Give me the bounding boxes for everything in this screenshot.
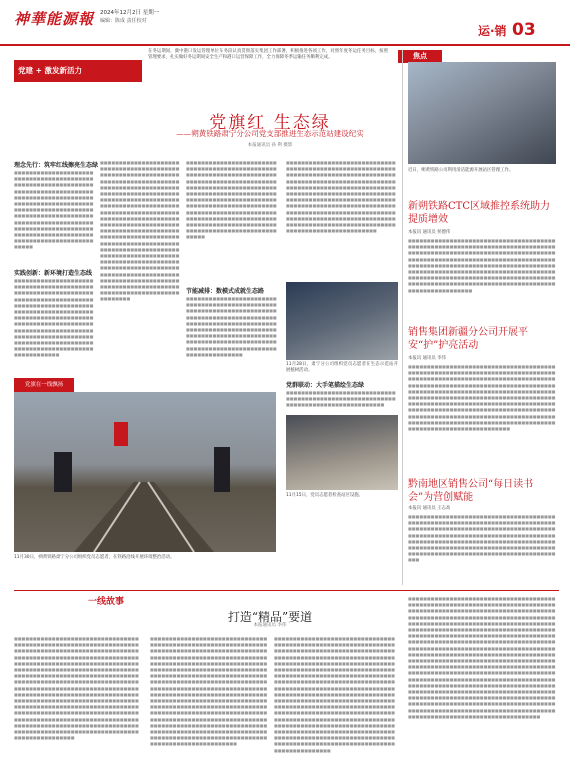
body-text: ■■■■■■■■■■■■■■■■■■■■■■■■■■■■■■■■■■■■■■■■■■■■■■■■■■■■■■■■■■■■■■■■■■■■■■■■■■■■■■■■■■■■■■■■■■■■■■■■■■■■■■■■■■■■■■■■■■■■■■■■■■■■■■■■■■■■■■■■■■■■■■■■■■■■■■■■■■■■■■■■■■■■■■■■■■■■■■■■■■■■■■■■■■■■■■■■■■■■■■■■■■■■■■■■■■■■■■■■■■■■■■■■■■■■■■■■■■■■■■■■■■■■■■■■■■■■■■■■■■■■■■■■■■■■■■■■■■■■■■■■■■■■■■■■■■■■■■■■■■■■■■■■■■■■■■■■■■■■■■■■■■■■■■■■■■■■■■■■■■■■■■■ <box>286 160 396 234</box>
body-text: ■■■■■■■■■■■■■■■■■■■■■■■■■■■■■■■■■■■■■■■■■■■■■■■■■■■■■■■■■■■■■■■■■■■■■■■■■■■■■■■■■■■■■■■■■■■■■■■■■■■■■■■■■■■■■■■■■■■■■■■■■■■■■■■■■■■■■■■■■■■■■■■■■■■■■■■■■■■■■■■■■■■■■■■■■■■■■■■■■■■■■■■■■■■■■■■■■■■■■■■■■■■■■■■■■■■■■■■■■■■■■■■■■■■■■■■■■■■■■■■■■■■■■■■■■■■■■■■■■■■■■■■■■■■■■■■■■■■■■■■■■■■■■■■■■■■■■■■■■■■■■■■■■■■■■■■■■■■■■■■■■■■■■■■■■■■■■■■■■■■■■■■■■■■■■■■■■■■■■■■■■■■■■■■■■■■■■■■■■■■■■■■■■■■■■■■■■■■■■■■■■■■■■■■■■■■■■■■■■■■■■■■■■■■■■■■■■■■■■■■■■■■■■■■■■■■■■■■■■■■■■■■■■■■■■■■■■■■■■■■■■■■■■■■■■■■■■■■■■■■■■■■■■■■■■■■■■■■■■■■■■■■■■■■■■■■■■■■■■■■■■■■■■■■■■■■■■■■■■■■■■■■■■■■■■■■■■■■■■■■■■■■■■■■■■■■■■■■■■■■■■■■■■■■■■■■■■■■■■■■■■■■■■■■■■■■■■■■■■■■■■■■■■■■■■■■■■■■■■■■■■■■■■■■■■■■■■■■■■■■■■■■■■■■■■■■■■■■■■■■■■■■■■■■■■■■■■■■■■■■■■■■■■■■■■■■■■■■■■■■■■■■■■■■■■■■■■■■■■■■■■■■■■■■■■■■■■■■■ <box>408 596 556 719</box>
article-byline: 本报讯 通讯员 王志高 <box>408 506 451 511</box>
photo-inspection <box>286 415 398 490</box>
main-byline: 本报通讯员 孙 利 摄影 <box>247 143 293 148</box>
header-rule <box>0 44 570 46</box>
main-subheadline: ——朔黄铁路肃宁分公司党支部推进生态示范站建设纪实 <box>176 129 364 138</box>
bottom-rule <box>14 590 559 591</box>
column-divider <box>402 50 403 585</box>
article-title: 销售集团新疆分公司开展平安“护”护亮活动 <box>408 327 528 351</box>
body-text: ■■■■■■■■■■■■■■■■■■■■■■■■■■■■■■■■■■■■■■■■■■■■■■■■■■■■■■■■■■■■■■■■■■■■■■■■■■■■■■■■■■■■■■■■■■■■■■■■■■■■■■■■■■■■■■■■■■■■■■■■■■■■■■■■■■■■■■■■■■■■■■■■■■■■■■■■■■■■■■■■■■■■■■■■■■■■■■■■■■■■■■■■■■■■■■■■■■■■■■■■■■■■■■■■■■■■■■■■■■■■■■■■■■■■■■■■■■■■■■■■■■■■■■■■■■■■■■■■■ <box>14 170 94 250</box>
focus-tag: 焦点 <box>398 50 442 63</box>
column-name: 运·销 <box>478 24 507 38</box>
bottom-byline: 本报通讯员 李伟 <box>253 623 287 628</box>
photo-caption: 近日，朔黄铁路公司利用清洁能源开展站区管理工作。 <box>408 168 514 173</box>
body-text: ■■■■■■■■■■■■■■■■■■■■■■■■■■■■■■■■■■■■■■■■■■■■■■■■■■■■■■■■■■■■■■■■■■■■■■■■■■■■■■■■■■■■■■■■■■■■■■■■■■■■■■■■■■■■■■■■■■■■■■■■■■■■■■■■■■■■■■■■■■■■■■■■■■■■■■■■■■■■■■■■■■■■■■■■■■■■■■■■■■■■■■■■■■■■■■■■■■■■■■■■■■■■■■■■■■■■■■■■■■■■■■■■■■■■■■■■■■■■■■■■■■■■■■■■■■■■■■■■■■■■■■■■■■■■■■■■■■■■■■■■■■■■■■■■■■■■■■■■■■■■■■■■■■■■■■■■■■■■■■■■■■■■■■■■■■■■■■■■■■■■■■■■■■■■■■■■■■■■■■■■■■■■■■■■■■■■■■■■■■■■■■■■■■■■■■■■■■■■■■■■■■■■■■■■■■■■■■■■■ <box>408 364 556 432</box>
body-text: ■■■■■■■■■■■■■■■■■■■■■■■■■■■■■■■■■■■■■■■■■■■■■■■■■■■■■■■■■■■■■■■■■■■■■■■■■■■■■■■■■■■■■■■■■■■■■■■■■■■■■■■■■■■■■■■■■■■■■■■■■■■■■■■■■■■■■■■■■■■■■■■■■■■■■■■■■■■■■■■■■■■■■■■■■■■■■■■■■■■■■■■■■■■■■■■■■■■■■■■■■■■■■■■■■■■■■■■■■■■■■■■■■■■■■■■■■■■■■■■■■■■■■■■■■■■■■■■■■■■■■■■■■■■■■■■■■■■■■■■■■■■■■■■■■■■■■■■■■■■■■■■■■■■■■■■■■■■■■■■■■■■■■■■■■■■■■■■■■■■■■■■■■■■■■■■■■■■■■■■■■■■■■■■■■■■■■■■■■■■■■■■■■■■■■■■■■■■■■■■■■■■■■■■■■■■■■■■■■■■■■■■■■■■■■■■■■■■■■■■■■■■■■■■■■■■■■■■■■■■■■■■■■■■■■■■■■■■■■■■■■■■■■■■■■■■■■■■■■■■■■■■■■■■■■■■■■■■■■■■■■■■■■■■■■■■■■■■■■■■■■■■■■■■■■■ <box>150 636 268 747</box>
section-heading: 节能减排：数模式成就生态路 <box>186 288 265 295</box>
body-text: ■■■■■■■■■■■■■■■■■■■■■■■■■■■■■■■■■■■■■■■■■■■■■■■■■■■■■■■■■■■■■■■■■■■■■■■■■■■■■■■■■■■■ <box>286 390 396 408</box>
body-text: ■■■■■■■■■■■■■■■■■■■■■■■■■■■■■■■■■■■■■■■■■■■■■■■■■■■■■■■■■■■■■■■■■■■■■■■■■■■■■■■■■■■■■■■■■■■■■■■■■■■■■■■■■■■■■■■■■■■■■■■■■■■■■■■■■■■■■■■■■■■■■■■■■■■■■■■■■■■■■■■■■■■■■■■■■■■■■■■■■■■■■■■■■■■■■■■■■■■■■■■■■■■■■■■■■■■■■■■■■■■■■■■■■■■■■■■■■■■■■■■■■■■■■■■■■■■■■■■■■■■■■■■■■■■■■■■■■■■■■■■■■■■■■■■■■■■■■■■■■■■■■■■■■■■■■■■■■■■■■■■■■■■■■■■■■■■■■■■■■■■■■■■■■■■■■■■■■■■■■■■■■■■■■■■■■■■■■■■■■■■■■■■■■■■■■■■■■■■■■■■■■■■■■■■■■■■■■■■■■■■■■■■■■■■■■■■■■■■■■■■■■■■■■■■■■■■■■■■■■■■■■■■■■■■■■■■■■■■■■■■■■■■■■■■■■■■■■■■■■■■■■■■■■■■■■■■■■■■■■■■■■■■■■■■■■■■■■■■■■■■■■■■■ <box>14 636 139 741</box>
photo-caption: 11月28日，肃宁分公司组织党员志愿者在生态示范站开展植树活动。 <box>286 362 398 374</box>
section-heading: 党群联动：大手笔描绘生态绿 <box>286 382 365 389</box>
body-text: ■■■■■■■■■■■■■■■■■■■■■■■■■■■■■■■■■■■■■■■■■■■■■■■■■■■■■■■■■■■■■■■■■■■■■■■■■■■■■■■■■■■■■■■■■■■■■■■■■■■■■■■■■■■■■■■■■■■■■■■■■■■■■■■■■■■■■■■■■■■■■■■■■■■■■■■■■■■■■■■■■■■■■■■■■■■■■■■■■■■■■■■■■■■■■■■■■■■■■■■■■■■■■■■■■■■■■■■■■■■■■■■■■■■■■■■■■■■■■■■■■■■■■■■■■■■■■■■■■■■■■■■■■■■■■■■■■■■■■■■■■■■■■■■■■■■■■■■■■■■■■■■■■■■■■■■■■■■■■■■■■■■■■■■■■■■■■■■■■■■■■■■■■■■■■■■■■■■■■■■■■■■■■■■■■■■■■■■■■■■■■■■■■■■■■■■■■■■■■■■■■■■■■■■■■■■■■■■■■■■■■■■■■■■■■■■■■■■■■■■■■■■■■■■■■■■■■■■■■■■■■■■■■■■■■■ <box>100 160 180 302</box>
main-headline: 党旗红 生态绿 <box>209 113 331 133</box>
photo-station <box>408 62 556 164</box>
intro-text: 在冬运期间，冀中港口发运管理单位车务段认真贯彻落实集团工作部署，积极推进各项工作，对照年度冬运任务目标，按照管理要求，扎实做好冬运期间安全生产和港口运营保障工作，全力保障冬季运输任务顺利完成。 <box>148 49 388 61</box>
body-text: ■■■■■■■■■■■■■■■■■■■■■■■■■■■■■■■■■■■■■■■■■■■■■■■■■■■■■■■■■■■■■■■■■■■■■■■■■■■■■■■■■■■■■■■■■■■■■■■■■■■■■■■■■■■■■■■■■■■■■■■■■■■■■■■■■■■■■■■■■■■■■■■■■■■■■■■■■■■■■■■■■■■■■■■■■■■■■■■■■■■■■■■■■■■■■■■■■■■■■■■■■■■■■■■■■■■■■■■■■■■■■■■■■■■■■■■■■■■■■■■■■■■■■■■■■■■■■■■■■■■■■■■■■■■■■■■■■■■■ <box>408 514 556 563</box>
body-text: ■■■■■■■■■■■■■■■■■■■■■■■■■■■■■■■■■■■■■■■■■■■■■■■■■■■■■■■■■■■■■■■■■■■■■■■■■■■■■■■■■■■■■■■■■■■■■■■■■■■■■■■■■■■■■■■■■■■■■■■■■■■■■■■■■■■■■■■■■■■■■■■■■■■■■■■■■■■■■■■■■■■■■■■■■■■■■■■■■■■■■■■■■■■■■■■■■■■■■■■■■■■■■■■■■■■■■■■■■■■■■■■■■■■■■■■■■■■■■■■■■■■■■■■■■■■■■■■■■■■■■■■■■■■■■■■■■■■■■■■■■■■■■■■■■■■■■■■■■■■■■■■■■■■■■■■■■■■■■■■■■■■■■■■■■■■■■■■■■■■■■■■■■■■■■■■■■■■■■■■■■■■■■■■■■■■■■■■■■■■■■■■■■■■■■■■■■■■■■■■■■■■■■■■■■■■■■■■■■■■■■■■■■■■■■■■■■■■■■■■■■■■■■■■■■■■■■■■■■■■■■■■■■■■■■■■■■■■■■■■■■■■■■■■■■■■■■■■■■■■■■■■■■■■■■■■■■■■■■■■■■■■■■■■■■■■■■■■■■■■■■■■■■■■■■■■■■■■■■■■■■■■■■■■■■■■■■■■■■■■■■■■■■■■■■■■ <box>274 636 395 753</box>
article-title: 黔南地区销售公司“每日读书会”为营创赋能 <box>408 479 534 503</box>
body-text: ■■■■■■■■■■■■■■■■■■■■■■■■■■■■■■■■■■■■■■■■■■■■■■■■■■■■■■■■■■■■■■■■■■■■■■■■■■■■■■■■■■■■■■■■■■■■■■■■■■■■■■■■■■■■■■■■■■■■■■■■■■■■■■■■■■■■■■■■■■■■■■■■■■■■■■■■■■■■■■■■■■■■■■■■■■■■■■■■■■■■■■■■■■■■■■■■■■■■■■■■■■■■■■■■■■■■■■■■■■■■■■■■■■■■■■■■■■■■■■■■■■■■■■■■■■■■■■■■■■■■■■■■■■■■■■■■■■■■■■■■■■■■■■■■■■■■■ <box>186 160 277 240</box>
bottom-headline: 打造“精品”要道 <box>227 610 313 624</box>
photo-label: 党旗在一线飘扬 <box>14 378 74 392</box>
banner-label: 党建 + 激发新活力 <box>18 66 83 75</box>
photo-railway-workers <box>14 392 276 552</box>
page-number: 03 <box>512 20 536 40</box>
body-text: ■■■■■■■■■■■■■■■■■■■■■■■■■■■■■■■■■■■■■■■■■■■■■■■■■■■■■■■■■■■■■■■■■■■■■■■■■■■■■■■■■■■■■■■■■■■■■■■■■■■■■■■■■■■■■■■■■■■■■■■■■■■■■■■■■■■■■■■■■■■■■■■■■■■■■■■■■■■■■■■■■■■■■■■■■■■■■■■■■■■■■■■■■■■■■■■■■■■■■■■■■■■■■■■■■■■■■■■■■■■■■■■■■■■■■■■■■■■■■■■■■■■■■■■■■■■■■■■■■■■■■■■■ <box>14 278 94 358</box>
editor-line: 编辑：陈成 责任校对 <box>100 18 147 24</box>
section-heading: 理念先行：筑牢红线擦亮生态绿 <box>14 162 99 169</box>
body-text: ■■■■■■■■■■■■■■■■■■■■■■■■■■■■■■■■■■■■■■■■■■■■■■■■■■■■■■■■■■■■■■■■■■■■■■■■■■■■■■■■■■■■■■■■■■■■■■■■■■■■■■■■■■■■■■■■■■■■■■■■■■■■■■■■■■■■■■■■■■■■■■■■■■■■■■■■■■■■■■■■■■■■■■■■■■■■■■■■■■■■■■■■■■■■■■■■■■■■■■■■■■■■■■■■■■■■■■■■■■■■■■■■■■■■■■■ <box>186 296 277 357</box>
section-heading: 实践创新：新环境打造生态线 <box>14 270 93 277</box>
photo-volunteers <box>286 282 398 360</box>
rail-track-icon <box>14 392 276 552</box>
article-byline: 本报讯 通讯员 李伟 <box>408 356 446 361</box>
photo-caption: 11月15日，党员志愿者检查站区设施。 <box>286 493 364 498</box>
article-title: 新朔铁路CTC区域推控系统助力提质增效 <box>408 201 550 225</box>
bottom-column-label: 一线故事 <box>88 597 125 607</box>
masthead: 神華能源報 <box>14 10 95 28</box>
article-byline: 本报讯 通讯员 侯德伟 <box>408 230 451 235</box>
date-line: 2024年12月2日 星期一 <box>100 10 160 16</box>
body-text: ■■■■■■■■■■■■■■■■■■■■■■■■■■■■■■■■■■■■■■■■■■■■■■■■■■■■■■■■■■■■■■■■■■■■■■■■■■■■■■■■■■■■■■■■■■■■■■■■■■■■■■■■■■■■■■■■■■■■■■■■■■■■■■■■■■■■■■■■■■■■■■■■■■■■■■■■■■■■■■■■■■■■■■■■■■■■■■■■■■■■■■■■■■■■■■■■■■■■■■■■■■■■■■■■■■■■■■■■■■■■■■■■■■■■■■■■■■■■■■■■■■■■■■■■■■■■■■■■■■■■■■■■■■■■■■■■■■■■■■■■■■■■■■■■■■■■■■■■■■■■■■■■■■■■■■■■■■■■■■■■■■■■■■■■■ <box>408 238 556 293</box>
photo-caption: 11月30日，朔黄铁路肃宁分公司组织党员志愿者，在铁路沿线开展环境整治活动。 <box>14 555 175 560</box>
